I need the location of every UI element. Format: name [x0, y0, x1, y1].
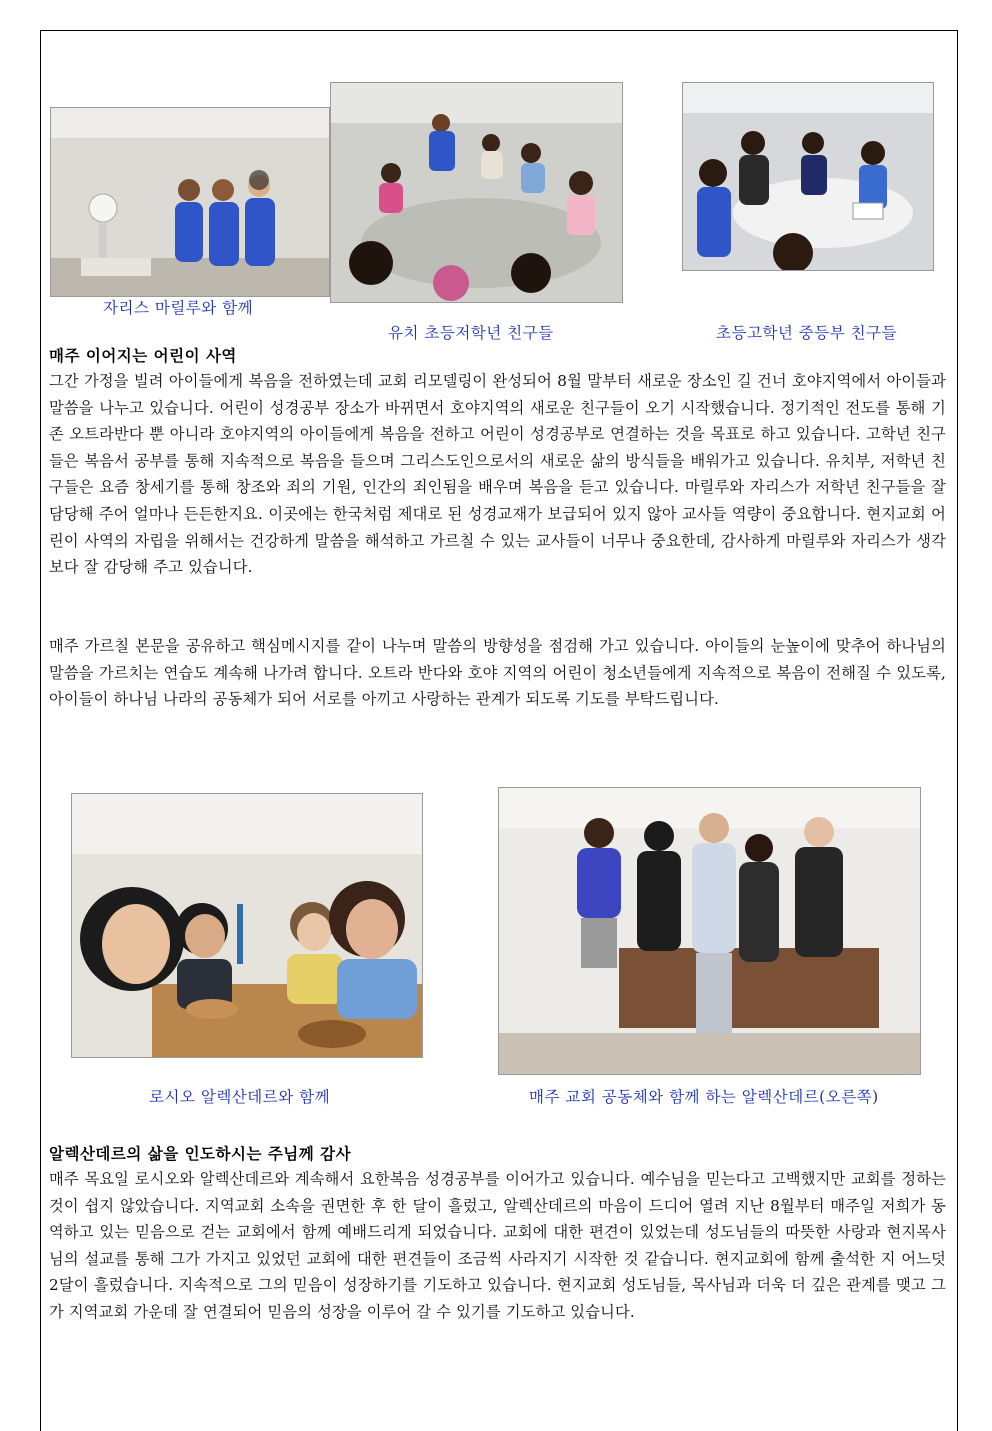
photo-teachers — [50, 107, 330, 297]
caption-photo-young-children: 유치 초등저학년 친구들 — [388, 324, 554, 342]
paragraph-children-ministry: 그간 가정을 빌려 아이들에게 복음을 전하였는데 교회 리모델링이 완성되어 8월 말부터 새로운 장소인 길 건너 호야지역에서 아이들과 말씀을 나누고 있습니다. 어린이 성경공부 장소가 바뀌면서 호야지역의 새로운 친구들이 오기 시작했습니다. 정기적인 전도를 통해 기존 오트라반다 뿐 아니라 호야지역의 아이들에게 복음을 전하고 어린이 성경공부로 연결하는 것을 목표로 하고 있습니다. 고학년 친구들은 복음서 공부를 통해 지속적으로 복음을 들으며 그리스도인으로서의 새로운 삶의 방식들을 배워가고 있습니다. 유치부, 저학년 친구들은 요즘 창세기를 통해 창조와 죄의 기원, 인간의 죄인됨을 배우며 복음을 듣고 있습니다. 마릴루와 자리스가 저학년 친구들을 잘 담당해 주어 얼마나 든든한지요. 이곳에는 한국처럼 제대로 된 성경교재가 보급되어 있지 않아 교사들 역량이 중요합니다. 현지교회 어린이 사역의 자립을 위해서는 건강하게 말씀을 해석하고 가르칠 수 있는 교사들이 너무나 중요한데, 감사하게 마릴루와 자리스가 생각보다 잘 감당해 주고 있습니다. — [49, 372, 946, 577]
paragraph-alexander: 매주 목요일 로시오와 알렉산데르와 계속해서 요한복음 성경공부를 이어가고 있습니다. 예수님을 믿는다고 고백했지만 교회를 정하는 것이 쉽지 않았습니다. 지역교회 소속을 권면한 후 한 달이 흘렀고, 알렉산데르의 마음이 드디어 열려 지난 8월부터 매주일 저희가 동역하고 있는 믿음으로 걷는 교회에서 함께 예배드리게 되었습니다. 교회에 대한 편견이 있었는데 성도님들의 따뜻한 사랑과 현지목사님의 설교를 통해 그가 가지고 있었던 교회에 대한 편견들이 조금씩 사라지기 시작한 것 같습니다. 현지교회에 함께 출석한 지 어느덧 2달이 흘렀습니다. 지속적으로 그의 믿음이 성장하기를 기도하고 있습니다. 현지교회 성도님들, 목사님과 더욱 더 깊은 관계를 맺고 그가 지역교회 가운데 잘 연결되어 믿음의 성장을 이루어 갈 수 있기를 기도하고 있습니다. — [49, 1170, 946, 1321]
caption-photo-church-community: 매주 교회 공동체와 함께 하는 알렉산데르(오른쪽) — [529, 1088, 879, 1106]
photo-church-community — [498, 787, 921, 1075]
photo-young-children — [330, 82, 623, 303]
section-heading-alexander: 알렉산데르의 삶을 인도하시는 주님께 감사 — [49, 1144, 352, 1163]
caption-photo-older-children: 초등고학년 중등부 친구들 — [716, 324, 898, 342]
caption-photo-rocio-alexander: 로시오 알렉산데르와 함께 — [149, 1088, 331, 1106]
section-heading-children-ministry: 매주 이어지는 어린이 사역 — [49, 346, 237, 365]
photo-rocio-alexander — [71, 793, 423, 1058]
paragraph-prayer-request: 매주 가르칠 본문을 공유하고 핵심메시지를 같이 나누며 말씀의 방향성을 점검해 가고 있습니다. 아이들의 눈높이에 맞추어 하나님의 말씀을 가르치는 연습도 계속해 나가려 합니다. 오트라 반다와 호야 지역의 어린이 청소년들에게 지속적으로 복음이 전해질 수 있도록, 아이들이 하나님 나라의 공동체가 되어 서로를 아끼고 사랑하는 관계가 되도록 기도를 부탁드립니다. — [49, 637, 946, 709]
caption-photo-teachers: 자리스 마릴루와 함께 — [103, 299, 254, 317]
photo-older-children — [682, 82, 934, 271]
